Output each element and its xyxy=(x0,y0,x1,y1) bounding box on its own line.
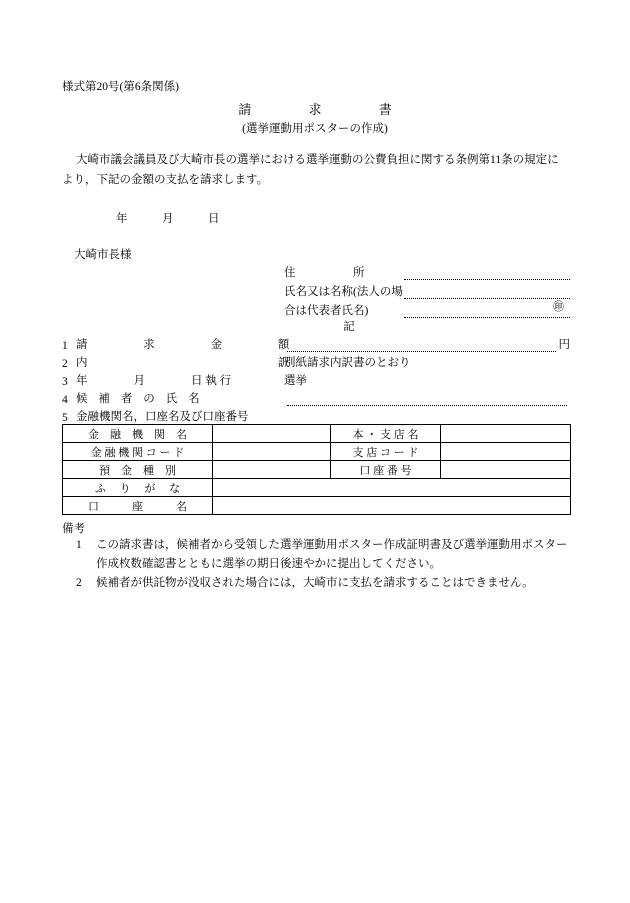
bank-code-field[interactable] xyxy=(213,443,331,461)
item-4-field[interactable] xyxy=(287,392,567,406)
body-paragraph-text: 大崎市議会議員及び大崎市長の選挙における選挙運動の公費負担に関する条例第11条の規定により，下記の金額の支払を請求します。 xyxy=(62,154,559,186)
item-4-label: 候 補 者 の 氏 名 xyxy=(76,393,204,405)
account-type-label: 預 金 種 別 xyxy=(63,461,213,479)
table-row xyxy=(63,425,571,443)
remark-1-text: この請求書は，候補者から受領した選挙運動用ポスター作成証明書及び選挙運動用ポスター作成枚数確認書とともに選挙の期日後速やかに提出してください。 xyxy=(96,539,568,570)
remark-2-number: 2 xyxy=(76,577,82,589)
account-number-label: 口 座 番 号 xyxy=(331,461,441,479)
applicant-name-field-2[interactable] xyxy=(404,304,570,318)
remark-item-2 xyxy=(76,574,570,593)
remark-2-text: 候補者が供託物が没収された場合には，大崎市に支払を請求することはできません。 xyxy=(96,577,534,589)
item-1-label: 請 求 金 額 xyxy=(76,339,301,351)
branch-name-label: 本 ・ 支 店 名 xyxy=(331,425,441,443)
item-bank-info xyxy=(62,408,570,424)
applicant-name-label-line1: 氏名又は名称(法人の場 xyxy=(284,286,403,298)
item-4-number: 4 xyxy=(62,394,68,406)
applicant-block xyxy=(284,261,570,318)
item-2-value: 別紙請求内訳書のとおり xyxy=(284,357,411,369)
furigana-label: ふ り が な xyxy=(63,479,213,497)
applicant-address-field[interactable] xyxy=(404,266,570,280)
item-5-number: 5 xyxy=(62,412,68,424)
bank-name-field[interactable] xyxy=(213,425,331,443)
account-name-field[interactable] xyxy=(213,497,571,515)
item-candidate-name xyxy=(62,390,570,406)
table-row xyxy=(63,443,571,461)
branch-code-label: 支 店 コ ー ド xyxy=(331,443,441,461)
item-2-number: 2 xyxy=(62,358,68,370)
seal-icon: ㊞ xyxy=(553,301,564,313)
item-request-amount xyxy=(62,336,570,352)
item-3-label: 年 月 日執行 xyxy=(76,375,235,387)
account-number-field[interactable] xyxy=(441,461,571,479)
form-number: 様式第20号(第6条関係) xyxy=(62,81,179,93)
applicant-address-label: 住 所 xyxy=(284,267,365,279)
applicant-address-row xyxy=(284,261,570,280)
table-row xyxy=(63,461,571,479)
page-subtitle: (選挙運動用ポスターの作成) xyxy=(242,123,388,135)
remark-item-1 xyxy=(76,536,570,574)
furigana-field[interactable] xyxy=(213,479,571,497)
item-3-number: 3 xyxy=(62,376,68,388)
item-1-number: 1 xyxy=(62,340,68,352)
page-title: 請 求 書 xyxy=(238,102,397,117)
bank-code-label: 金 融 機 関 コ ー ド xyxy=(63,443,213,461)
table-row xyxy=(63,497,571,515)
date-line: 年 月 日 xyxy=(116,213,220,225)
account-name-label: 口 座 名 xyxy=(63,497,213,515)
remark-1-number: 1 xyxy=(76,539,82,551)
remarks-label: 備考 xyxy=(62,523,85,535)
body-paragraph xyxy=(62,150,570,190)
item-breakdown xyxy=(62,354,570,370)
applicant-name-row-1 xyxy=(284,280,570,299)
item-2-label: 内 訳 xyxy=(76,357,301,369)
bank-name-label: 金 融 機 関 名 xyxy=(63,425,213,443)
addressee: 大崎市長様 xyxy=(74,249,132,261)
item-1-field[interactable] xyxy=(287,338,556,352)
item-3-value: 選挙 xyxy=(284,375,307,387)
table-row xyxy=(63,479,571,497)
item-1-unit: 円 xyxy=(558,339,570,351)
account-type-field[interactable] xyxy=(213,461,331,479)
ki-marker: 記 xyxy=(343,321,355,333)
applicant-name-label-line2: 合は代表者氏名) xyxy=(284,305,369,317)
applicant-name-field-1[interactable] xyxy=(404,285,570,299)
item-election-date xyxy=(62,372,570,388)
branch-code-field[interactable] xyxy=(441,443,571,461)
bank-table xyxy=(62,424,571,515)
branch-name-field[interactable] xyxy=(441,425,571,443)
item-5-label: 金融機関名，口座名及び口座番号 xyxy=(76,411,249,423)
applicant-name-row-2 xyxy=(284,299,570,318)
